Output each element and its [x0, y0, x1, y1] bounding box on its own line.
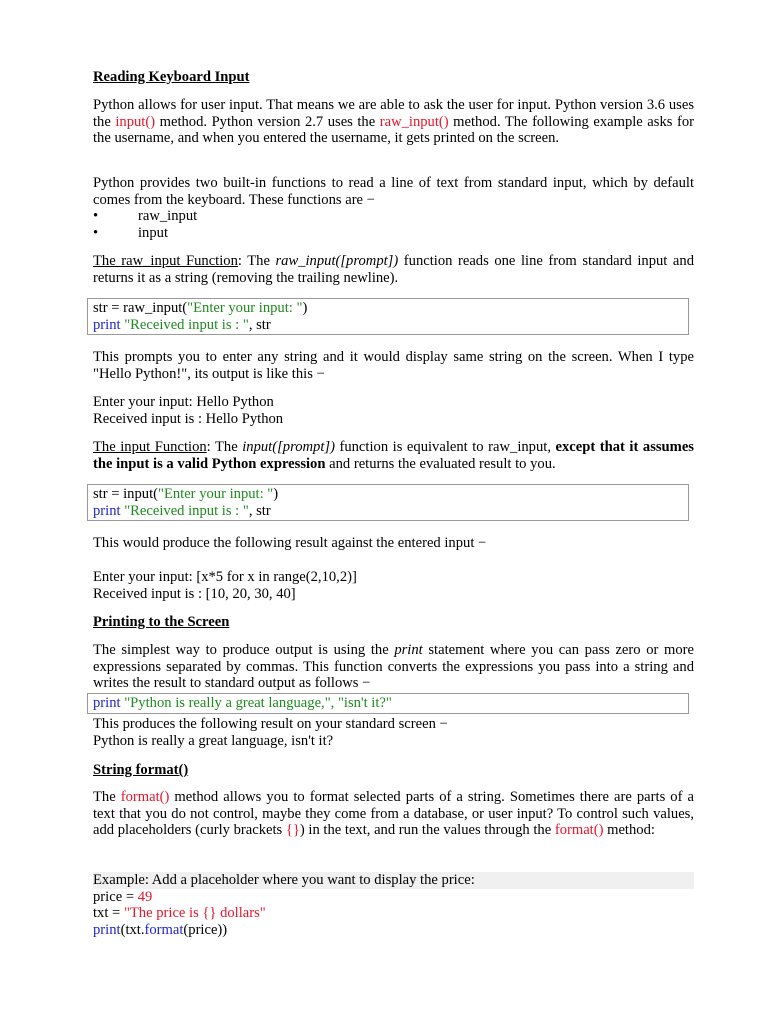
list-item: • input [93, 224, 168, 241]
inline-function-format: format() [554, 822, 604, 839]
output-line-print: Python is really a great language, isn't it? [93, 733, 334, 749]
paragraph-raw-input-function: The raw_input Function: The raw_input([prompt]) function reads one line from standard input and returns it as a string (removing the trailing newline). [93, 253, 694, 286]
inline-curly-brackets: {} [285, 822, 300, 839]
inline-function-raw-input: raw_input() [379, 113, 449, 130]
bullet-icon: • [93, 208, 99, 224]
paragraph-prompt-explanation: This prompts you to enter any string and it would display same string on the screen. When I type "Hello Python!", its output is like this − [93, 349, 694, 382]
paragraph-format-method: The format() method allows you to format selected parts of a string. Sometimes there are parts of a text that you do not control, maybe they come from a database, or user input? To control such values, add placeholders (curly brackets {}) in the text, and run the values through the format() method: [93, 789, 694, 839]
bullet-icon: • [93, 224, 99, 241]
code-line: str = raw_input("Enter your input: ") [93, 300, 308, 316]
output-example-1 [93, 394, 694, 427]
code-box-raw-input [87, 298, 689, 335]
paragraph-print-statement: The simplest way to produce output is using the print statement where you can pass zero or more expressions separated by commas. This function converts the expressions you pass into a string and writes the result to standard output as follows − [93, 642, 695, 692]
output-line: Received input is : Hello Python [93, 410, 284, 427]
section-heading-string-format: String format() [93, 762, 189, 778]
subheading-raw-input-function: The raw_input Function [93, 253, 238, 269]
subheading-input-function: The input Function [93, 439, 207, 455]
paragraph-builtin-functions: Python provides two built-in functions to read a line of text from standard input, which by default comes from the keyboard. These functions are − [93, 175, 694, 208]
output-line: Received input is : [10, 20, 30, 40] [93, 585, 296, 602]
section-heading-printing-to-screen: Printing to the Screen [93, 614, 230, 630]
code-line: str = input("Enter your input: ") [93, 486, 279, 502]
code-line: print "Received input is : ", str [93, 316, 271, 333]
code-line: price = 49 [93, 888, 153, 905]
code-line: txt = "The price is {} dollars" [93, 905, 266, 922]
paragraph-input-function: The input Function: The input([prompt]) function is equivalent to raw_input, except that it assumes the input is a valid Python expression and returns the evaluated result to you. [93, 439, 694, 472]
code-box-print [87, 693, 689, 714]
inline-function-input: input() [115, 113, 156, 130]
output-line: Enter your input: Hello Python [93, 394, 274, 410]
example-label: Example: Add a placeholder where you want to display the price: [93, 872, 694, 889]
functions-bullet-list [93, 208, 694, 241]
paragraph-user-input-intro: Python allows for user input. That means we are able to ask the user for input. Python version 3.6 uses the input() method. Python version 2.7 uses the raw_input() method. The following example asks for the username, and when you entered the username, it gets printed on the screen. [93, 97, 694, 147]
format-example-block [93, 872, 694, 938]
section-heading-reading-keyboard-input: Reading Keyboard Input [93, 69, 250, 85]
code-line: print "Received input is : ", str [93, 502, 271, 519]
code-line: print "Python is really a great language,", "isn't it?" [93, 695, 392, 711]
output-line: Enter your input: [x*5 for x in range(2,10,2)] [93, 569, 357, 585]
output-example-2 [93, 569, 694, 602]
inline-function-format: format() [120, 789, 170, 805]
paragraph-print-result-intro: This produces the following result on your standard screen − [93, 716, 448, 732]
list-item: • raw_input [93, 208, 198, 224]
code-box-input [87, 484, 689, 521]
paragraph-result-intro: This would produce the following result against the entered input − [93, 535, 487, 551]
code-line: print(txt.format(price)) [93, 921, 228, 938]
